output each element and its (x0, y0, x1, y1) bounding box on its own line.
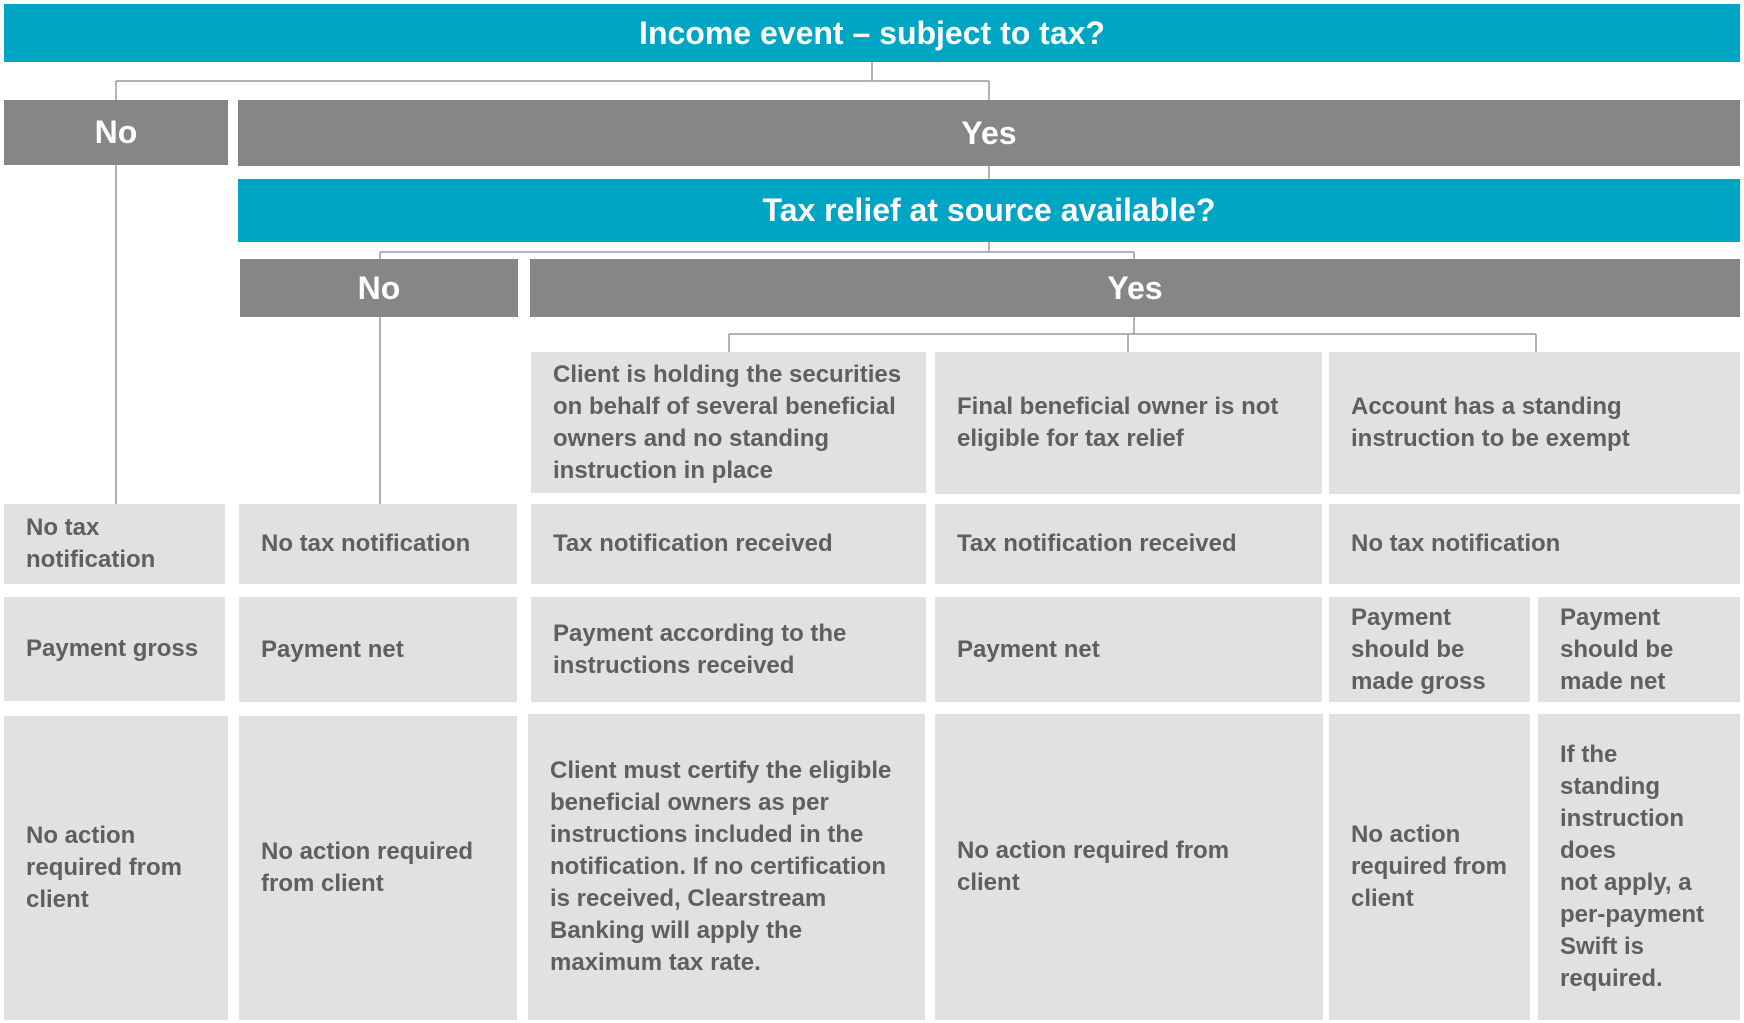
action-standing-net (1538, 714, 1740, 1020)
notification-not-eligible-text: Tax notification received (957, 530, 1237, 557)
payment-no-relief-text: Payment net (261, 635, 404, 663)
tax-relief-yes (530, 259, 1740, 317)
action-several-owners (528, 714, 925, 1020)
payment-several-owners-text: Payment according to the instructions received (553, 619, 847, 679)
action-several-owners-text: Client must certify the eligible beneficial owners as per instructions included in the notification. If no certification is received, Clearstream Banking will apply the maximum tax rate. (550, 757, 892, 976)
tax-relief-no (240, 259, 518, 317)
action-no-relief (239, 716, 517, 1020)
subject-to-tax-no (4, 100, 228, 165)
notification-no-relief (239, 504, 517, 584)
notification-not-taxable-text: No tax notification (26, 514, 156, 573)
payment-not-eligible (935, 597, 1322, 702)
action-standing-net-text: If the standing instruction does not apply, a per-payment Swift is required. (1560, 741, 1705, 992)
condition-not-eligible (935, 352, 1322, 494)
payment-standing-net (1538, 597, 1740, 702)
action-not-eligible (935, 714, 1323, 1020)
tax-relief-question-text: Tax relief at source available? (762, 192, 1216, 228)
action-not-taxable-text: No action required from client (26, 822, 183, 913)
action-no-relief-text: No action required from client (261, 838, 474, 897)
tax-relief-question (238, 179, 1740, 242)
payment-not-taxable (4, 597, 225, 701)
notification-not-taxable (4, 504, 225, 584)
payment-standing-net-text: Payment should be made net (1560, 603, 1674, 695)
tax-relief-no-label: No (357, 269, 401, 306)
payment-standing-gross (1329, 597, 1530, 702)
action-not-eligible-text: No action required from client (957, 837, 1230, 896)
action-not-taxable (4, 716, 228, 1020)
payment-standing-gross-text: Payment should be made gross (1351, 603, 1486, 695)
tax-relief-yes-label: Yes (1107, 269, 1163, 306)
subject-to-tax-yes (238, 100, 1740, 166)
subject-to-tax-no-label: No (94, 114, 138, 150)
notification-several-owners (531, 504, 926, 584)
condition-several-owners (531, 352, 926, 493)
notification-standing-instruction (1329, 504, 1740, 584)
notification-standing-instruction-text: No tax notification (1351, 530, 1561, 557)
root-question-text: Income event – subject to tax? (639, 14, 1105, 51)
condition-several-owners-text: Client is holding the securities on behalf of several beneficial owners and no standing instruction in place (553, 360, 902, 484)
payment-no-relief (239, 597, 517, 702)
payment-several-owners (531, 597, 926, 702)
action-standing-gross-text: No action required from client (1351, 821, 1508, 912)
condition-standing-instruction-text: Account has a standing instruction to be exempt (1351, 393, 1630, 452)
notification-not-eligible (935, 504, 1322, 584)
condition-not-eligible-text: Final beneficial owner is not eligible for tax relief (957, 393, 1279, 452)
notification-no-relief-text: No tax notification (261, 530, 471, 557)
root-question (4, 4, 1740, 62)
subject-to-tax-yes-label: Yes (961, 114, 1017, 151)
payment-not-eligible-text: Payment net (957, 635, 1100, 663)
condition-standing-instruction (1329, 352, 1740, 494)
notification-several-owners-text: Tax notification received (553, 530, 833, 557)
action-standing-gross (1329, 714, 1530, 1020)
payment-not-taxable-text: Payment gross (26, 635, 199, 662)
